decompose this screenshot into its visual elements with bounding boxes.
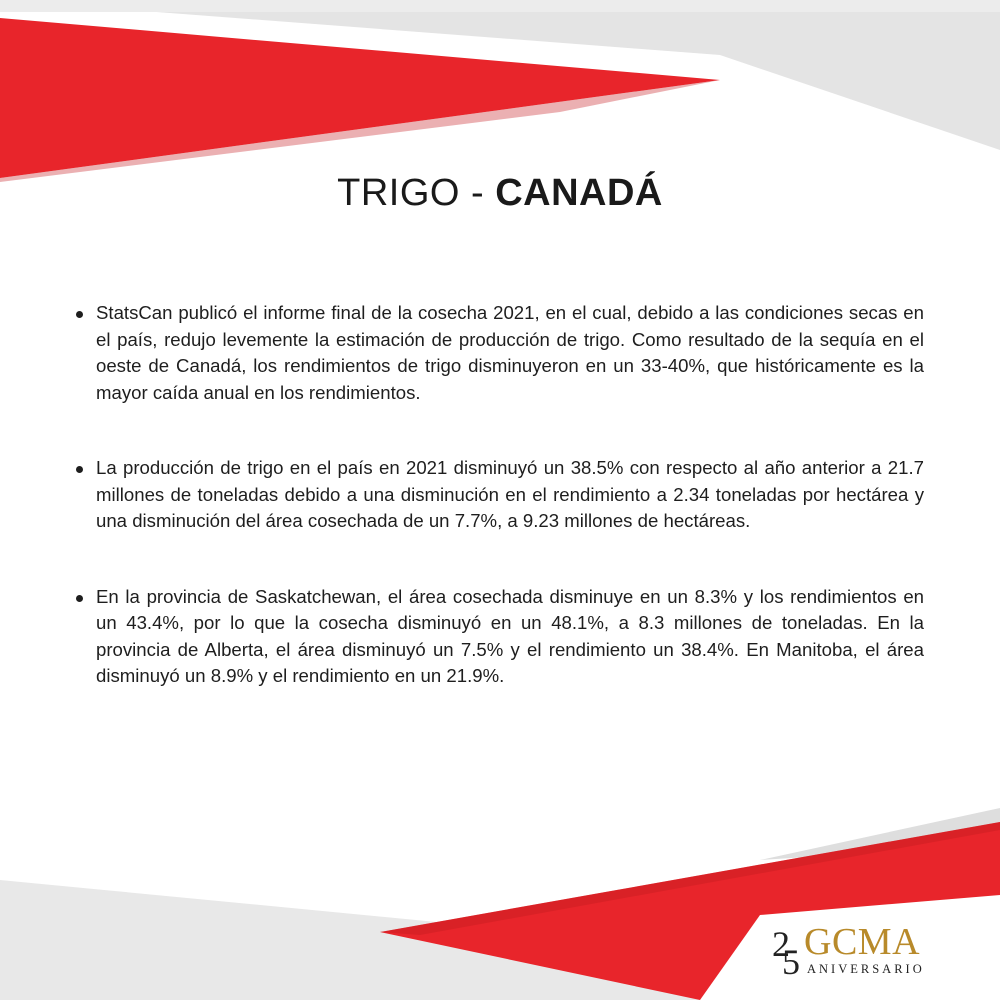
bullet-list — [76, 300, 924, 739]
top-grey-band-light — [0, 0, 1000, 12]
logo-digit-2: 2 — [772, 924, 790, 964]
title-bold: CANADÁ — [495, 172, 663, 214]
logo-digit-5: 5 — [782, 942, 800, 982]
bullet-text: StatsCan publicó el informe final de la cosecha 2021, en el cual, debido a las condiciones secas en el país, redujo levemente la estimación de producción de trigo. Como resultado de la sequía en el oeste de Canadá, los rendimientos de trigo disminuyeron en un 33-40%, que históricamente es la mayor caída anual en los rendimientos. — [96, 302, 924, 403]
bullet-text: En la provincia de Saskatchewan, el área cosechada disminuye en un 8.3% y los rendimientos en un 43.4%, por lo que la cosecha disminuyó en un 48.1%, a 8.3 millones de toneladas. En la provincia de Alberta, el área disminuyó un 7.5% y el rendimiento un 38.4%. En Manitoba, el área disminuyó un 8.9% y el rendimiento en un 21.9%. — [96, 585, 924, 686]
bullet-icon — [76, 466, 83, 473]
list-item — [76, 455, 924, 535]
bullet-text: La producción de trigo en el país en 2021 disminuyó un 38.5% con respecto al año anterior a 21.7 millones de toneladas debido a una disminución en el rendimiento a 2.34 toneladas por hectárea y una disminución del área cosechada de un 7.7%, a 9.23 millones de hectáreas. — [96, 457, 924, 531]
title-regular: TRIGO - — [337, 172, 496, 214]
list-item — [76, 584, 924, 690]
gcma-logo — [770, 918, 950, 984]
page-title — [0, 172, 1000, 215]
bullet-icon — [76, 595, 83, 602]
logo-subtitle: ANIVERSARIO — [807, 962, 925, 976]
bullet-icon — [76, 311, 83, 318]
logo-brand: GCMA — [804, 921, 921, 963]
list-item — [76, 300, 924, 406]
